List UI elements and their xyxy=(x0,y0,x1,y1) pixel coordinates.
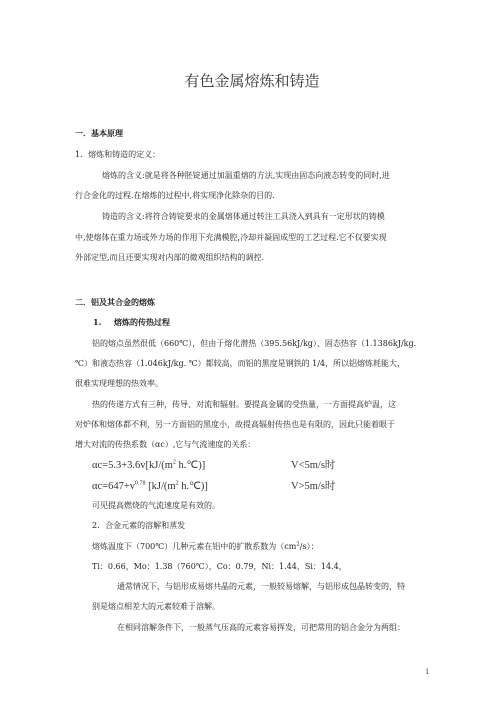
paragraph-line: 增大对流的传热系数（αc）,它与气流速度的关系： xyxy=(75,440,256,449)
paragraph-line: 熔炼的含义:就是将各种胚锭通过加温重熔的方法,实现由固态向液态转变的同时,进 xyxy=(102,171,390,180)
paragraph-line: 在相同溶解条件下，一般蒸气压高的元素容易挥发，可把常用的铝合金分为两组： xyxy=(117,623,405,632)
formula-low-velocity xyxy=(92,459,205,472)
formula-superscript: 2 xyxy=(172,459,176,466)
formula-text: [kJ/(m xyxy=(145,481,176,492)
superscript: 2 xyxy=(296,541,300,548)
paragraph-line: 通常情况下，与铝形成易熔共晶的元素，一般较易熔解，与铝形成包晶转变的，特 xyxy=(117,582,405,591)
section-heading-aluminum-melting: 二．铝及其合金的熔炼 xyxy=(75,298,155,307)
formula-text: h.℃)] xyxy=(178,481,208,492)
paragraph-line: ℃）和液态热容（1.046kJ/kg. ℃）都较高，而铝的黑度是钢铁的 1/4，所以铝熔炼耗能大， xyxy=(75,359,406,368)
paragraph-line: 可见提高燃烧的气流速度是有效的。 xyxy=(92,501,220,510)
page-title: 有色金属熔炼和铸造 xyxy=(184,72,320,90)
formula-superscript: 2 xyxy=(175,480,179,487)
subheading-dissolution: 2．合金元素的溶解和蒸发 xyxy=(92,521,186,530)
paragraph-line: 对炉体和熔体都不利，另一方面铝的黑度小，故提高辐射传热也是有限的，因此只能着眼于 xyxy=(75,420,395,429)
paragraph-line: 别是熔点相差大的元素较难于溶解。 xyxy=(92,602,220,611)
text-run: 熔炼温度下（700℃）几种元素在铝中的扩散系数为（cm xyxy=(92,542,297,551)
formula-superscript: 0.78 xyxy=(135,480,146,487)
paragraph-line: 热的传递方式有三种，传导、对流和辐射。要提高金属的受热量，一方面提高炉温，这 xyxy=(92,400,396,409)
subheading-number: 1. xyxy=(93,317,102,327)
paragraph-line: Ti：0.66，Mo：1.38（760℃），Co：0.79，Ni：1.44，Si：14.4， xyxy=(92,562,347,571)
subheading-heat-transfer: 熔炼的传热过程 xyxy=(114,317,170,327)
formula-condition: V>5m/s时 xyxy=(291,481,336,492)
formula-text: αc=647+v xyxy=(92,481,136,492)
formula-high-velocity xyxy=(92,480,208,493)
paragraph-line: 铝的熔点虽然很低（660℃），但由于熔化潜热（395.56kJ/kg）、固态热容（1.1386kJ/kg. xyxy=(92,339,417,348)
paragraph-line: 外部定型,而且还要实现对内部的微观组织结构的调控. xyxy=(75,253,265,262)
paragraph-line xyxy=(92,541,319,552)
page-number: 1 xyxy=(425,668,430,676)
paragraph-line: 中,使熔体在重力场或外力场的作用下充满模腔,冷却并凝固成型的工艺过程.它不仅要实现 xyxy=(75,233,387,242)
formula-condition: V<5m/s时 xyxy=(291,460,336,471)
section-heading-basic-principles: 一．基本原理 xyxy=(75,129,123,138)
text-run: /s）： xyxy=(299,542,319,551)
paragraph-line: 铸造的含义:将符合铸锭要求的金属熔体通过转注工具浇入到具有一定形状的铸模 xyxy=(102,212,385,221)
formula-text: αc=5.3+3.6v[kJ/(m xyxy=(92,460,173,471)
subheading-definitions: 1．熔炼和铸造的定义： xyxy=(75,150,161,159)
formula-text: h.℃)] xyxy=(175,460,206,471)
paragraph-line: 行合金化的过程.在熔炼的过程中,将实现净化除杂的目的. xyxy=(75,191,275,200)
paragraph-line: 很难实现理想的热效率。 xyxy=(75,379,163,388)
